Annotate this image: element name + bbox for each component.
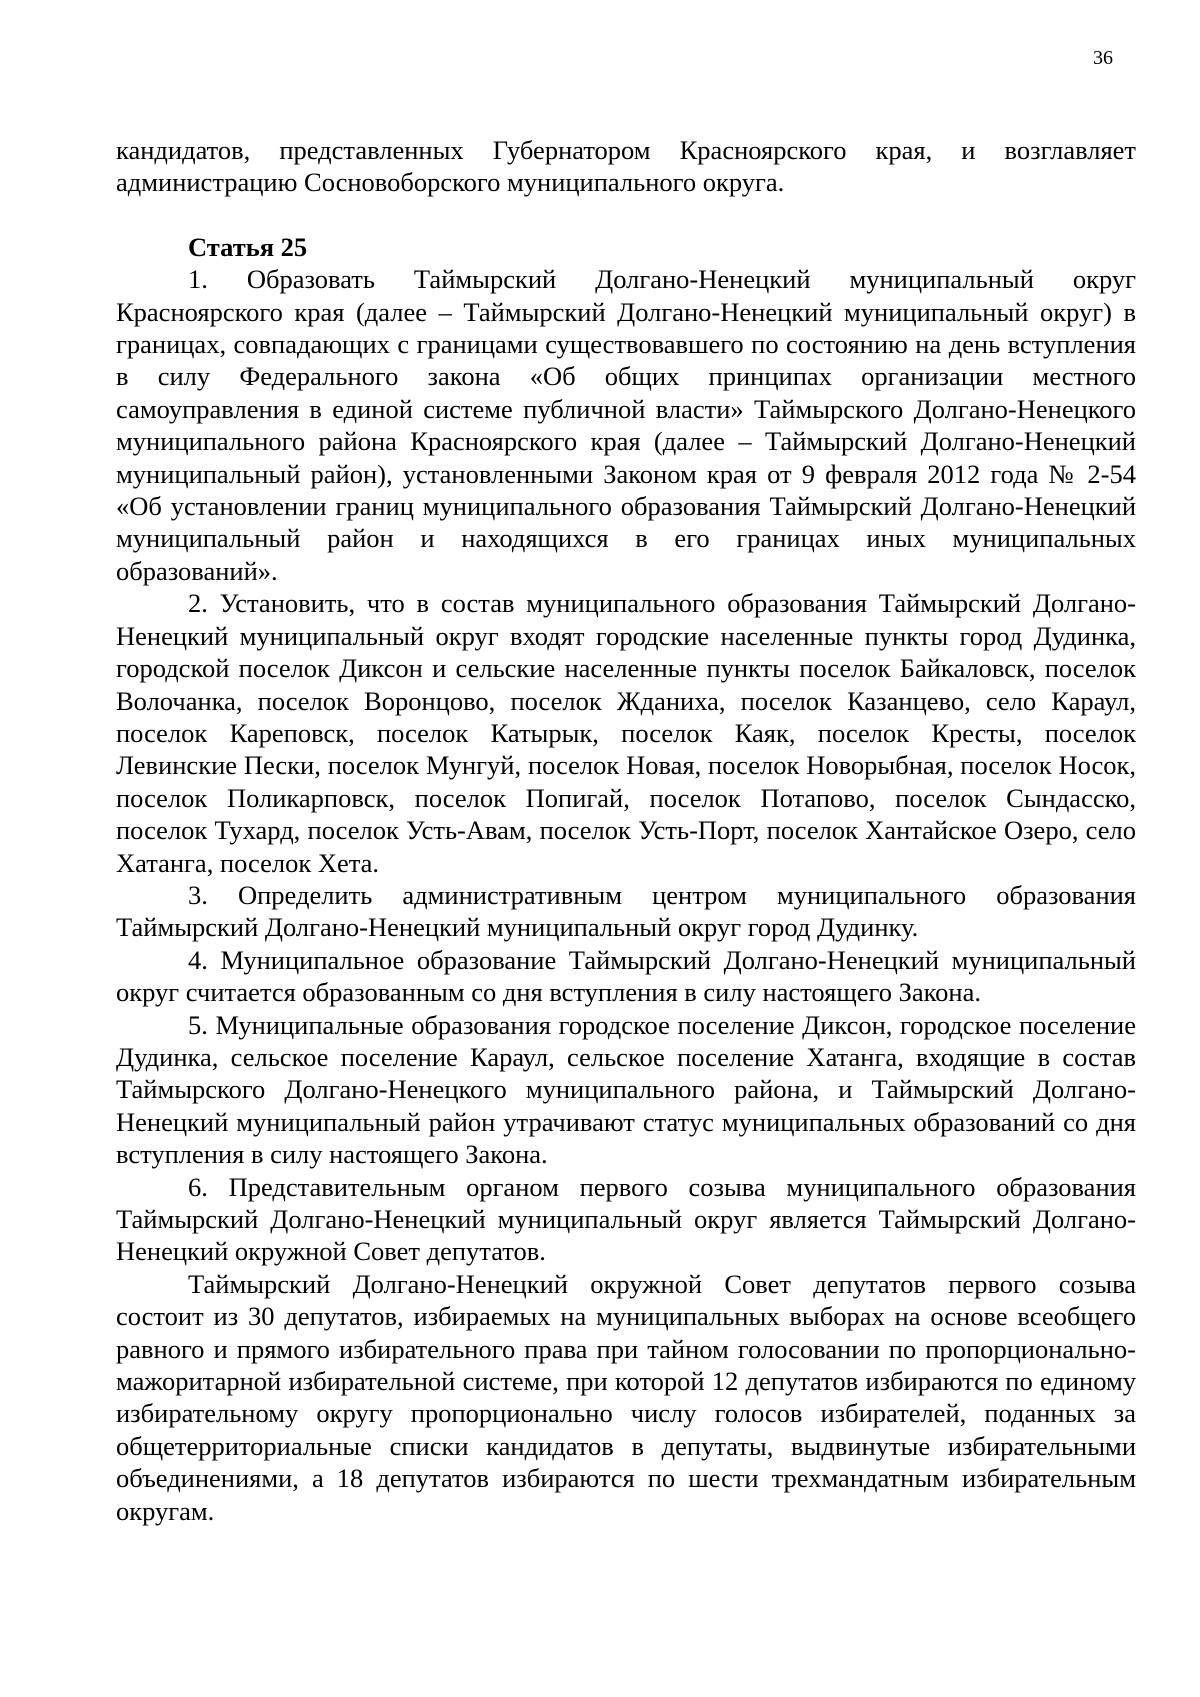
paragraph-5: 5. Муниципальные образования городское поселение Диксон, городское поселение Дудинка, сельское поселение Караул, сельское поселение Хатанга, входящие в состав Таймырского Долгано-Ненецкого муниципального района, и Таймырский Долгано-Ненецкий муниципальный район утрачивают статус муниципальных образований со дня вступления в силу настоящего Закона. [116, 1009, 1136, 1170]
article-heading: Статья 25 [188, 231, 308, 262]
paragraph-4: 4. Муниципальное образование Таймырский Долгано-Ненецкий муниципальный округ считается образованным со дня вступления в силу настоящего Закона. [116, 944, 1136, 1008]
paragraph-1: 1. Образовать Таймырский Долгано-Ненецкий муниципальный округ Красноярского края (далее – Таймырский Долгано-Ненецкий муниципальный округ) в границах, совпадающих с границами существовавшего по состоянию на день вступления в силу Федерального закона «Об общих принципах организации местного самоуправления в единой системе публичной власти» Таймырского Долгано-Ненецкого муниципального района Красноярского края (далее – Таймырский Долгано-Ненецкий муниципальный район), установленными Законом края от 9 февраля 2012 года № 2-54 «Об установлении границ муниципального образования Таймырский Долгано-Ненецкий муниципальный район и находящихся в его границах иных муниципальных образований». [116, 264, 1136, 586]
paragraph-3: 3. Определить административным центром муниципального образования Таймырский Долгано-Ненецкий муниципальный округ город Дудинку. [116, 879, 1136, 943]
intro-paragraph: кандидатов, представленных Губернатором Красноярского края, и возглавляет администрацию Сосновоборского муниципального округа. [116, 135, 1136, 198]
paragraph-2: 2. Установить, что в состав муниципального образования Таймырский Долгано-Ненецкий муниципальный округ входят городские населенные пункты город Дудинка, городской поселок Диксон и сельские населенные пункты поселок Байкаловск, поселок Волочанка, поселок Воронцово, поселок Жданиха, поселок Казанцево, село Караул, поселок Кареповск, поселок Катырык, поселок Каяк, поселок Кресты, поселок Левинские Пески, поселок Мунгуй, поселок Новая, поселок Новорыбная, поселок Носок, поселок Поликарповск, поселок Попигай, поселок Потапово, поселок Сындасско, поселок Тухард, поселок Усть-Авам, поселок Усть-Порт, поселок Хантайское Озеро, село Хатанга, поселок Хета. [116, 588, 1136, 878]
paragraph-6: 6. Представительным органом первого созыва муниципального образования Таймырский Долгано-Ненецкий муниципальный округ является Таймырский Долгано-Ненецкий окружной Совет депутатов. [116, 1171, 1136, 1267]
page-number: 36 [1093, 47, 1113, 69]
document-body [116, 134, 1136, 1527]
paragraph-6-continuation: Таймырский Долгано-Ненецкий окружной Совет депутатов первого созыва состоит из 30 депутатов, избираемых на муниципальных выборах на основе всеобщего равного и прямого избирательного права при тайном голосовании по пропорционально-мажоритарной избирательной системе, при которой 12 депутатов избираются по единому избирательному округу пропорционально числу голосов избирателей, поданных за общетерриториальные списки кандидатов в депутаты, выдвинутые избирательными объединениями, а 18 депутатов избираются по шести трехмандатным избирательным округам. [116, 1268, 1136, 1526]
